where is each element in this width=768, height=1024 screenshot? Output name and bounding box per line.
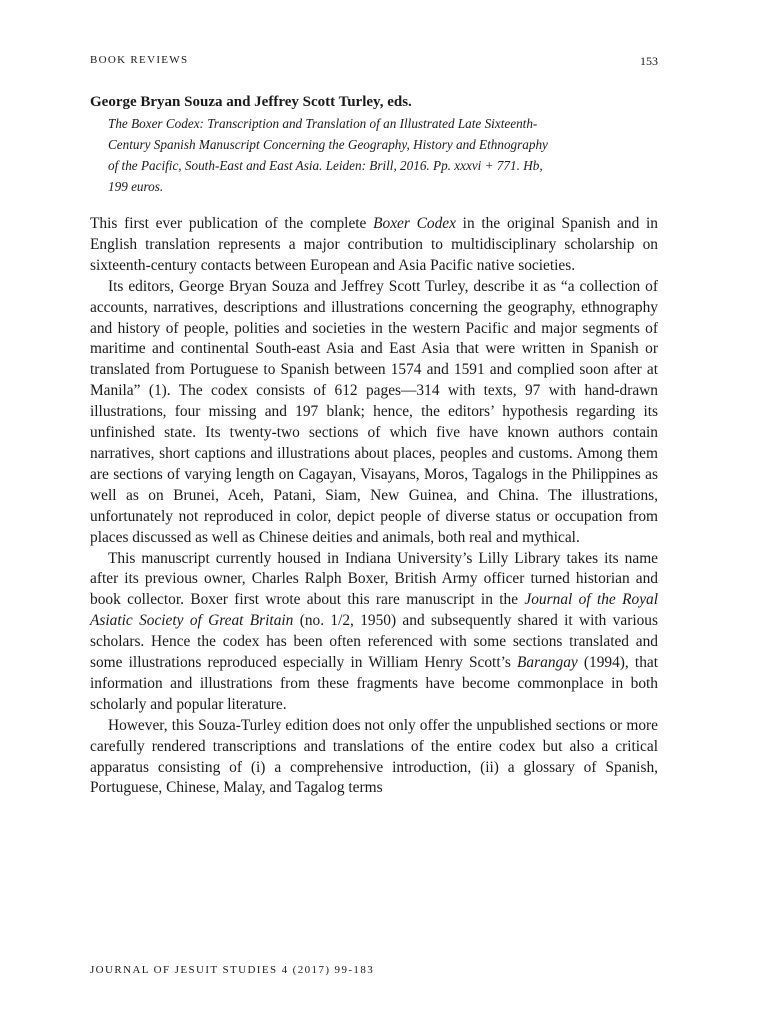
italic-title: Journal of the Royal Asiatic Society of Great Britain	[90, 591, 659, 630]
paragraph: This first ever publication of the complete Boxer Codex in the original Spanish and in English translation represents a major contribution to multidisciplinary scholarship on sixteenth-century contacts between European and Asia Pacific native societies.	[90, 215, 658, 274]
paragraph: This manuscript currently housed in Indiana University’s Lilly Library takes its name after its previous owner, Charles Ralph Boxer, British Army officer turned historian and book collector. Boxer first wrote about this rare manuscript in the Journal of the Royal Asiatic Society of Great Britain (no. 1/2, 1950) and subsequently shared it with various scholars. Hence the codex has been often referenced with some sections translated and some illustrations reproduced especially in William Henry Scott’s Barangay (1994), that information and illustrations from these fragments have become commonplace in both scholarly and popular literature.	[90, 549, 659, 713]
page-number: 153	[640, 54, 658, 68]
citation-title-line: Century Spanish Manuscript Concerning the Geography, History and Ethnography	[108, 137, 548, 152]
italic-title: Boxer Codex	[373, 215, 456, 232]
italic-title: Barangay	[517, 654, 578, 672]
running-header	[90, 54, 658, 70]
paragraph: However, this Souza-Turley edition does not only offer the unpublished sections or more carefully rendered transcriptions and translations of the entire codex but also a critical apparatus consisting of (i) a comprehensive introduction, (ii) a glossary of Spanish, Portuguese, Chinese, Malay, and Tagalog terms	[90, 716, 658, 797]
paragraph: Its editors, George Bryan Souza and Jeffrey Scott Turley, describe it as “a collection of accounts, narratives, descriptions and illustrations concerning the geography, ethnography and history of people, polities and societies in the western Pacific and major segments of maritime and continental South-east Asia and East Asia that were written in Spanish or translated from Portuguese to Spanish between 1574 and 1591 and complied soon after at Manila” (1). The codex consists of 612 pages—314 with texts, 97 with hand-drawn illustrations, four missing and 197 blank; hence, the editors’ hypothesis regarding its unfinished state. Its twenty-two sections of which five have known authors contain narratives, short captions and illustrations about places, peoples and customs. Among them are sections of varying length on Cagayan, Visayans, Moros, Tagalogs in the Philippines as well as on Brunei, Aceh, Patani, Siam, New Guinea, and China. The illustrations, unfortunately not reproduced in color, depict people of diverse status or occupation from places discussed as well as Chinese deities and animals, both real and mythical.	[90, 277, 658, 546]
book-citation	[90, 91, 658, 197]
review-body	[90, 214, 658, 799]
citation-title	[108, 113, 658, 197]
section-title: BOOK REVIEWS	[90, 54, 189, 66]
citation-authors: George Bryan Souza and Jeffrey Scott Turley, eds.	[90, 94, 412, 110]
journal-footer: JOURNAL OF JESUIT STUDIES 4 (2017) 99-183	[90, 964, 375, 976]
citation-title-line: 199 euros.	[108, 179, 164, 194]
citation-title-line: of the Pacific, South-East and East Asia. Leiden: Brill, 2016. Pp. xxxvi + 771. Hb,	[108, 158, 543, 173]
citation-title-line: The Boxer Codex: Transcription and Translation of an Illustrated Late Sixteenth-	[108, 116, 538, 131]
